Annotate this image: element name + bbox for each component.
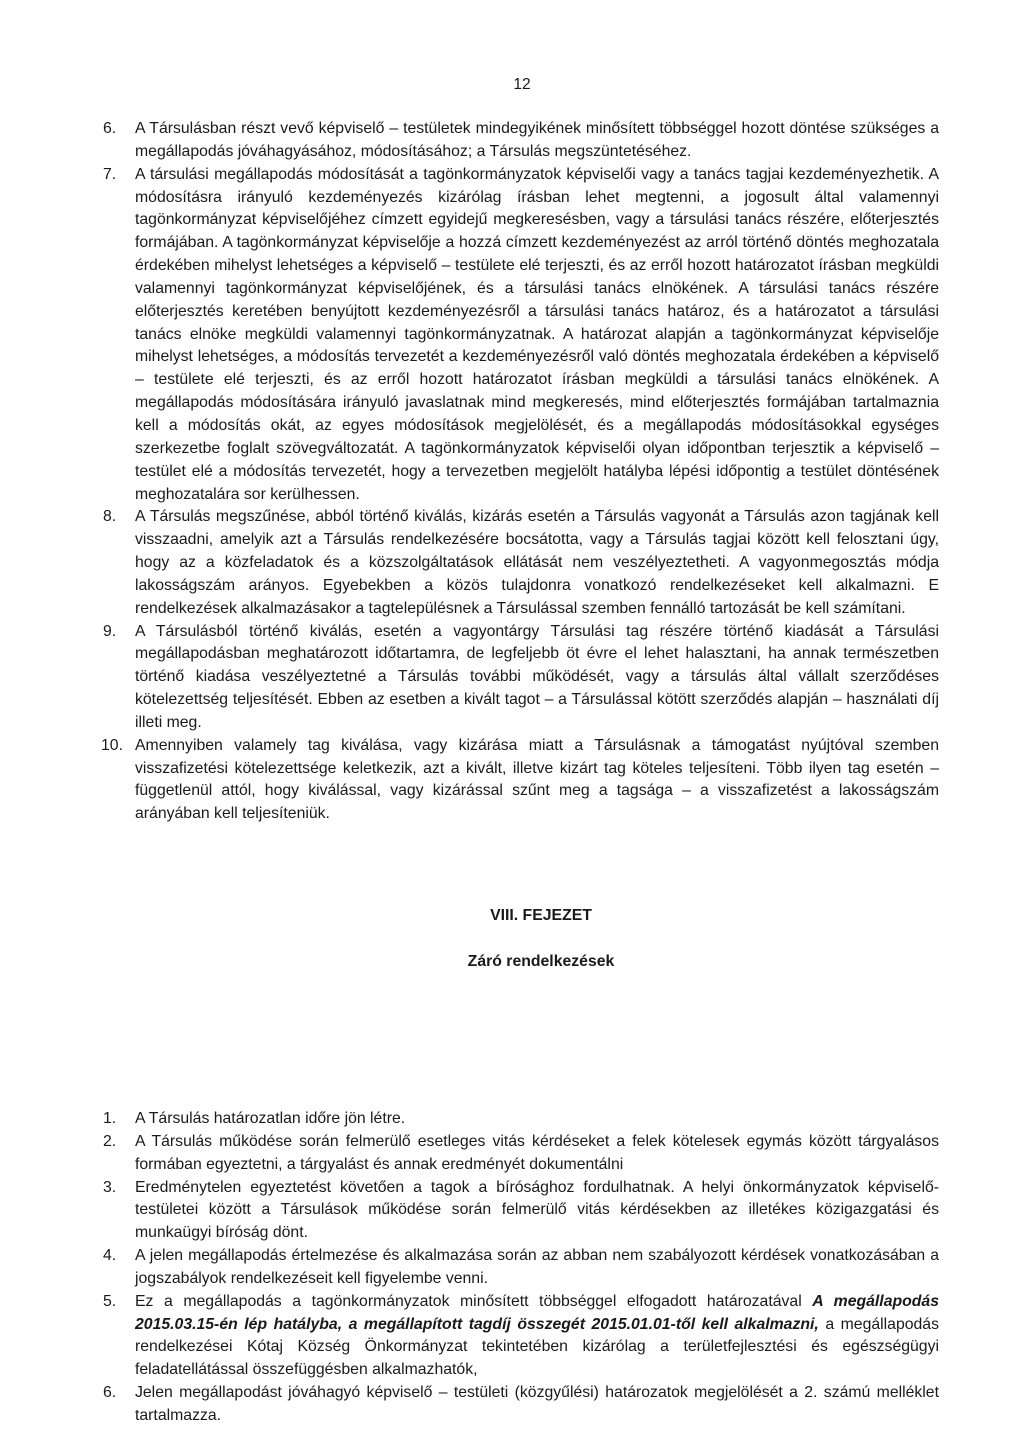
- section-title: Záró rendelkezések: [467, 953, 615, 970]
- provision-text: Jelen megállapodást jóváhagyó képviselő – testületi (közgyűlési) határozatok megjelölését a 2. számú melléklet tartalmazza.: [135, 1384, 939, 1424]
- clause-9: [101, 621, 939, 735]
- provision-text-after: a megállapodás rendelkezései Kótaj Község Önkormányzat tekintetében kizárólag a területfejlesztési és egészségügyi feladatellátással összefüggésben alkalmazhatók,: [135, 1315, 939, 1379]
- clause-list-continued: [101, 118, 939, 826]
- provision-3: [101, 1177, 939, 1246]
- clause-number: 8.: [103, 508, 117, 526]
- provision-text: A jelen megállapodás értelmezése és alkalmazása során az abban nem szabályozott kérdések vonatkozásában a jogszabályok rendelkezéseit kell figyelembe venni.: [135, 1247, 939, 1287]
- clause-number: 9.: [103, 622, 117, 640]
- provision-number: 1.: [103, 1110, 117, 1127]
- clause-text: A társulási megállapodás módosítását a tagönkormányzatok képviselői vagy a tanács tagjai kezdeményezhetik. A módosításra irányuló kezdeményezés kizárólag írásban lehet megtenni, a jogosult által valamennyi tagönkormányzat képviselőjéhez címzett egyidejű megkeresésben, vagy a társulási tanács részére, előterjesztés formájában. A tagönkormányzat képviselője a hozzá címzett kezdeményezést az arról történő döntés meghozatala érdekében mihelyst lehetséges a képviselő – testülete elé terjeszti, és az erről hozott határozatot írásban megküldi valamennyi tagönkormányzat képviselőjének, és a társulási tanács elnökének. A társulási tanács részére előterjesztés keretében benyújtott kezdeményezésről a társulási tanács határoz, és a határozatot a társulási tanács elnöke megküldi valamennyi tagönkormányzatnak. A határozat alapján a tagönkormányzat képviselője mihelyst lehetséges, a módosítás tervezetét a kezdeményezésről való döntés meghozatala érdekében a képviselő – testülete elé terjeszti, és az erről hozott határozatot írásban megküldi a társulási tanács elnökének. A megállapodás módosítására irányuló javaslatnak mind megkeresés, mind előterjesztés formájában tartalmaznia kell a módosítás okát, az egyes módosítások megjelölését, és a megállapodás módosításokkal egységes szerkezetbe foglalt szövegváltozatát. A tagönkormányzatok képviselői olyan időpontban terjesztik a képviselő – testület elé a módosítás tervezetét, hogy a tervezetben megjelölt hatályba lépési időpontig a testület döntésének meghozatalára sor kerülhessen.: [135, 165, 939, 503]
- provision-text-before: Ez a megállapodás a tagönkormányzatok minősített többséggel elfogadott határozatával: [135, 1292, 813, 1310]
- clause-text: A Társulás megszűnése, abból történő kiválás, kizárás esetén a Társulás vagyonát a Társulás azon tagjának kell visszaadni, amelyik azt a Társulás rendelkezésére bocsátotta, vagy a Társulás tagjai között kell felosztani úgy, hogy az a közfeladatok és a közszolgáltatások ellátását nem veszélyeztetheti. A vagyonmegosztás módja lakosságszám arányos. Egyebekben a közös tulajdonra vonatkozó rendelkezéseket kell alkalmazni. E rendelkezések alkalmazásakor a tagtelepülésnek a Társulással szemben fennálló tartozását be kell számítani.: [135, 508, 939, 617]
- clause-text: A Társulásban részt vevő képviselő – testületek mindegyikének minősített többséggel hozott döntése szükséges a megállapodás jóváhagyásához, módosításához; a Társulás megszüntetéséhez.: [135, 120, 939, 160]
- clause-10: [101, 735, 939, 826]
- page-number: 12: [513, 76, 531, 93]
- provision-text: A Társulás működése során felmerülő esetleges vitás kérdéseket a felek kötelesek egymás között tárgyalásos formában egyeztetni, a tárgyalást és annak eredményét dokumentálni: [135, 1132, 939, 1173]
- provision-text: Eredménytelen egyeztetést követően a tagok a bírósághoz fordulhatnak. A helyi önkormányzatok képviselő-testületei között a Társulások működése során felmerülő vitás kérdésekben az illetékes közigazgatási és munkaügyi bíróság dönt.: [135, 1178, 939, 1242]
- clause-number: 10.: [101, 736, 123, 754]
- provision-5: [101, 1291, 939, 1382]
- provision-4: [101, 1245, 939, 1291]
- clause-text: Amennyiben valamely tag kiválása, vagy kizárása miatt a Társulásnak a támogatást nyújtóval szemben visszafizetési kötelezettsége keletkezik, azt a kivált, illetve kizárt tag köteles teljesíteni. Több ilyen tag esetén – függetlenül attól, hogy kiválással, vagy kizárással szűnt meg a tagsága – a visszafizetést a lakosságszám arányában kell teljesíteniük.: [135, 736, 939, 823]
- clause-6: [101, 118, 939, 164]
- chapter-heading: VIII. FEJEZET: [490, 907, 592, 924]
- provision-6: [101, 1382, 939, 1428]
- provision-2: [101, 1131, 939, 1177]
- clause-7: [101, 164, 939, 507]
- provision-text: A Társulás határozatlan időre jön létre.: [135, 1110, 406, 1127]
- clause-8: [101, 506, 939, 620]
- provision-number: 3.: [103, 1178, 117, 1196]
- final-provisions-list: [101, 1108, 939, 1428]
- provision-1: [101, 1108, 939, 1131]
- provision-number: 5.: [103, 1292, 117, 1310]
- clause-number: 7.: [103, 165, 117, 183]
- clause-text: A Társulásból történő kiválás, esetén a vagyontárgy Társulási tag részére történő kiadását a Társulási megállapodásban meghatározott időtartamra, de legfeljebb öt évre el lehet halasztani, ha annak természetben történő kiadása veszélyeztetné a Társulás további működését, vagy a társulás által vállalt szerződéses kötelezettség teljesítését. Ebben az esetben a kivált tagot – a Társulással kötött szerződés alapján – használati díj illeti meg.: [135, 622, 939, 731]
- clause-number: 6.: [103, 120, 117, 137]
- provision-effective-date-emphasis: A megállapodás 2015.03.15-én lép hatályba, a megállapított tagdíj összegét 2015.01.01-től kell alkalmazni,: [135, 1292, 939, 1333]
- provision-number: 2.: [103, 1132, 117, 1150]
- provision-number: 6.: [103, 1384, 117, 1402]
- provision-number: 4.: [103, 1247, 117, 1265]
